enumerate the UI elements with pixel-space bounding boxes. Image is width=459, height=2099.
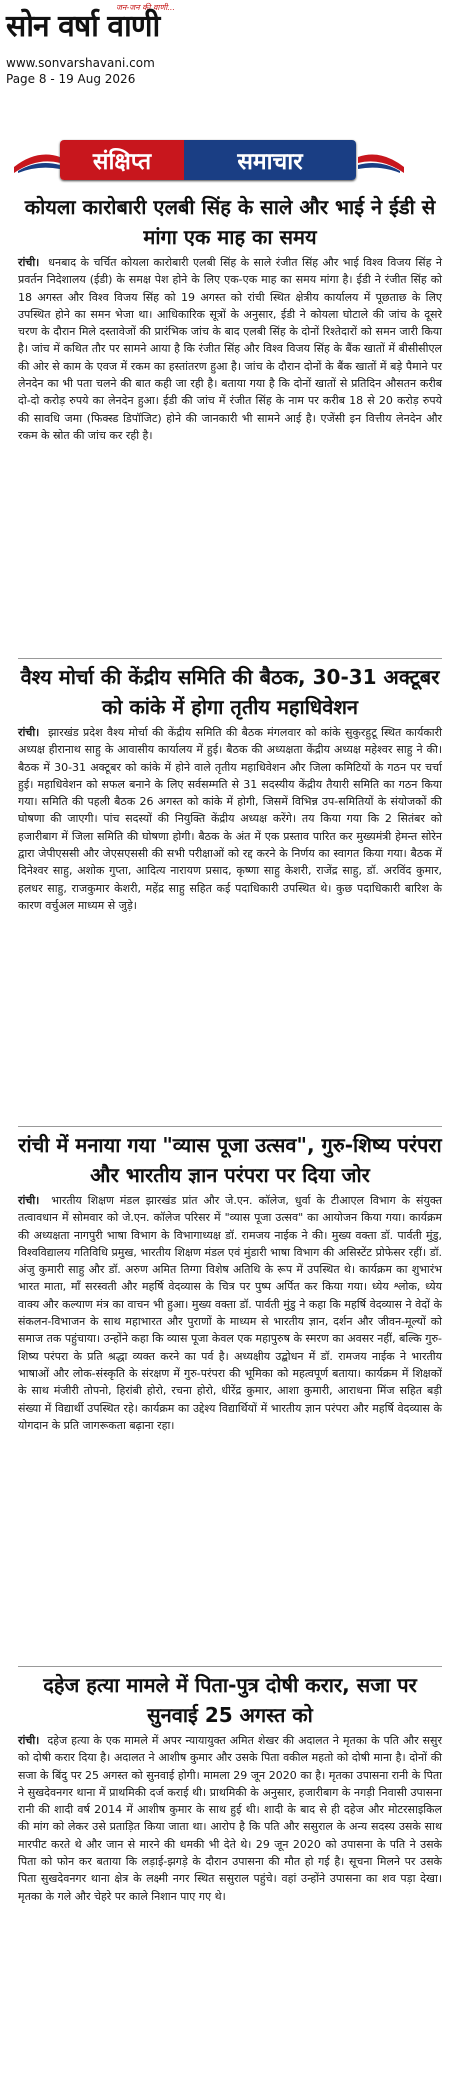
article-dateline: रांची। [18,1734,40,1747]
article-2 [18,662,442,914]
masthead-tagline: जन-जन की वाणी... [116,3,175,12]
article-headline: वैश्य मोर्चा की केंद्रीय समिति की बैठक, 30-31 अक्टूबर को कांके में होगा तृतीय महाधिवेशन [20,665,440,719]
article-4 [18,1670,442,1905]
banner-label-left: संक्षिप्त [60,140,184,180]
article-body [18,1732,442,1905]
article-dateline: रांची। [18,1194,40,1207]
page-info: Page 8 - 19 Aug 2026 [6,72,136,86]
article-1 [18,192,442,444]
section-banner [60,140,356,180]
divider [18,1666,442,1667]
masthead-title: सोन वर्षा वाणी [6,9,160,44]
article-headline: रांची में मनाया गया "व्यास पूजा उत्सव", गुरु-शिष्य परंपरा और भारतीय ज्ञान परंपरा पर दिया जोर [18,1133,442,1187]
article-dateline: रांची। [18,726,40,739]
article-text: धनबाद के चर्चित कोयला कारोबारी एलबी सिंह के साले रंजीत सिंह और भाई विश्व विजय सिंह ने प्रवर्तन निदेशालय (ईडी) के समक्ष पेश होने के लिए एक-एक माह का समय मांगा है। ईडी ने रंजीत सिंह को 18 अगस्त और विश्व विजय सिंह को 19 अगस्त को रांची स्थित क्षेत्रीय कार्यालय में पूछताछ के लिए उपस्थित होने का समन भेजा था। आधिकारिक सूत्रों के अनुसार, ईडी ने कोयला घोटाले की जांच के दूसरे चरण के दौरान मिले दस्तावेजों की प्रारंभिक जांच के बाद एलबी सिंह के दोनों रिश्तेदारों को समन जारी किया है। जांच में कथित तौर पर सामने आया है कि रंजीत सिंह और विश्व विजय सिंह के बैंक खातों में बीसीसीएल की ओर से काम के एवज में रकम का हस्तांतरण हुआ है। जांच के दौरान दोनों के बैंक खातों में बड़े पैमाने पर लेनदेन का भी पता चलने की बात कही जा रही है। बताया गया है कि दोनों खातों से प्रतिदिन औसतन करीब दो-दो करोड़ रुपये का लेनदेन हुआ। ईडी की जांच में रंजीत सिंह के नाम पर करीब 18 से 20 करोड़ रुपये की सावधि जमा (फिक्स्ड डिपॉजिट) होने की जानकारी भी सामने आई है। एजेंसी इन वित्तीय लेनदेन और रकम के स्रोत की जांच कर रही है। [18,256,442,442]
article-3 [18,1130,442,1434]
banner-left-swoosh-icon [12,147,62,173]
article-body [18,254,442,444]
banner-label-right: समाचार [184,140,356,180]
article-body [18,724,442,914]
divider [18,658,442,659]
divider [18,1126,442,1127]
banner-right-swoosh-icon [356,147,406,173]
article-text: भारतीय शिक्षण मंडल झारखंड प्रांत और जे.एन. कॉलेज, धुर्वा के टीआएल विभाग के संयुक्त तत्वावधान में सोमवार को जे.एन. कॉलेज परिसर में "व्यास पूजा उत्सव" का आयोजन किया गया। कार्यक्रम की अध्यक्षता नागपुरी भाषा विभाग के विभागाध्यक्ष डॉ. रामजय नाईक ने की। मुख्य वक्ता डॉ. पार्वती मुंडु, विश्वविद्यालय गतिविधि प्रमुख, भारतीय शिक्षण मंडल एवं मुंडारी भाषा विभाग की असिस्टेंट प्रोफेसर रहीं। डॉ. अंजु कुमारी साहु और डॉ. अरुण अमित तिग्गा विशेष अतिथि के रूप में उपस्थित थे। कार्यक्रम का शुभारंभ भारत माता, माँ सरस्वती और महर्षि वेदव्यास के चित्र पर पुष्प अर्पित कर किया गया। ध्येय श्लोक, ध्येय वाक्य और कल्याण मंत्र का वाचन भी हुआ। मुख्य वक्ता डॉ. पार्वती मुंडु ने कहा कि महर्षि वेदव्यास ने वेदों के संकलन-विभाजन के साथ महाभारत और पुराणों के माध्यम से भारतीय ज्ञान, दर्शन और जीवन-मूल्यों को समाज तक पहुंचाया। उन्होंने कहा कि व्यास पूजा केवल एक महापुरुष के स्मरण का अवसर नहीं, बल्कि गुरु-शिष्य परंपरा के प्रति श्रद्धा व्यक्त करने का पर्व है। अध्यक्षीय उद्बोधन में डॉ. रामजय नाईक ने भारतीय भाषाओं और लोक-संस्कृति के संरक्षण में गुरु-परंपरा की भूमिका को महत्वपूर्ण बताया। कार्यक्रम में शिक्षकों के साथ मंजीरी तोपनो, हिरांबी होरो, रचना होरो, धीरेंद्र कुमार, आशा कुमारी, आराधना मिंज सहित बड़ी संख्या में विद्यार्थी उपस्थित रहे। कार्यक्रम का उद्देश्य विद्यार्थियों में भारतीय ज्ञान परंपरा और महर्षि वेदव्यास के योगदान के प्रति जागरूकता बढ़ाना रहा। [18,1194,442,1432]
article-text: दहेज हत्या के एक मामले में अपर न्यायायुक्त अमित शेखर की अदालत ने मृतका के पति और ससुर को दोषी करार दिया है। अदालत ने आशीष कुमार और उसके पिता वकील महतो को दोषी माना है। दोनों की सजा के बिंदु पर 25 अगस्त को सुनवाई होगी। मामला 29 जून 2020 का है। मृतका उपासना रानी के पिता ने सुखदेवनगर थाना में प्राथमिकी दर्ज कराई थी। प्राथमिकी के अनुसार, हजारीबाग के नगड़ी निवासी उपासना रानी की शादी वर्ष 2014 में आशीष कुमार के साथ हुई थी। शादी के बाद से ही दहेज और मोटरसाइकिल की मांग को लेकर उसे प्रताड़ित किया जाता था। आरोप है कि पति और ससुराल के अन्य सदस्य उसके साथ मारपीट करते थे और जान से मारने की धमकी भी देते थे। 29 जून 2020 को उपासना के पति ने उसके पिता को फोन कर बताया कि लड़ाई-झगड़े के दौरान उपासना की मौत हो गई है। सूचना मिलने पर उसके पिता सुखदेवनगर थाना क्षेत्र के लक्ष्मी नगर स्थित ससुराल पहुंचे। वहां उन्होंने उपासना का शव पड़ा देखा। मृतका के गले और चेहरे पर काले निशान पाए गए थे। [18,1734,442,1903]
article-headline: दहेज हत्या मामले में पिता-पुत्र दोषी करार, सजा पर सुनवाई 25 अगस्त को [43,1673,417,1727]
masthead [0,0,459,100]
article-headline: कोयला कारोबारी एलबी सिंह के साले और भाई ने ईडी से मांगा एक माह का समय [24,195,436,249]
article-text: झारखंड प्रदेश वैश्य मोर्चा की केंद्रीय समिति की बैठक मंगलवार को कांके सुकुरहुटू स्थित कार्यकारी अध्यक्ष हीरानाथ साहु के आवासीय कार्यालय में हुई। बैठक की अध्यक्षता केंद्रीय अध्यक्ष महेश्वर साहु ने की। बैठक में 30-31 अक्टूबर को कांके में होने वाले तृतीय महाधिवेशन और जिला कमिटियों के गठन पर चर्चा हुई। महाधिवेशन को सफल बनाने के लिए सर्वसम्मति से 31 सदस्यीय केंद्रीय तैयारी समिति का गठन किया गया। समिति की पहली बैठक 26 अगस्त को कांके में होगी, जिसमें विभिन्न उप-समितियों के संयोजकों की घोषणा की जाएगी। पांच सदस्यों की नियुक्ति केंद्रीय अध्यक्ष करेंगे। तय किया गया कि 2 सितंबर को हजारीबाग में जिला समिति की घोषणा होगी। बैठक के अंत में एक प्रस्ताव पारित कर मुख्यमंत्री हेमन्त सोरेन द्वारा जेपीएससी और जेएसएससी की सभी परीक्षाओं को रद्द करने के निर्णय का स्वागत किया गया। बैठक में दिनेश्वर साहु, अशोक गुप्ता, आदित्य नारायण प्रसाद, कृष्णा साहु केशरी, राजेंद्र साहु, डॉ. अरविंद कुमार, हलधर साहु, राजकुमार केशरी, महेंद्र साहु सहित कई पदाधिकारी उपस्थित थे। कुछ पदाधिकारी बारिश के कारण वर्चुअल माध्यम से जुड़े। [18,726,442,912]
article-dateline: रांची। [18,256,40,269]
article-body [18,1192,442,1434]
website-url[interactable]: www.sonvarshavani.com [6,56,155,70]
